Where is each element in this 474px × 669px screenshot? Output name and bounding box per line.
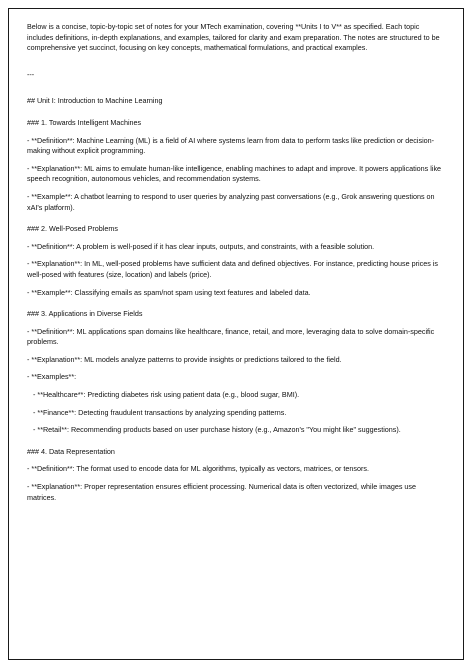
list-item: - **Examples**: xyxy=(27,372,77,382)
topic-heading: ### 1. Towards Intelligent Machines xyxy=(27,117,142,127)
intro-paragraph: Below is a concise, topic-by-topic set of notes for your MTech examination, covering **Units I to V** as specified. Each topic includes definitions, in-depth explanations, and examples, tailored for clarity and exam preparation. The notes are structured to be comprehensive yet succinct, focusing on key concepts, mathematical formulations, and practical examples. xyxy=(27,22,440,53)
list-item: - **Definition**: Machine Learning (ML) is a field of AI where systems learn from data to perform tasks like prediction or decision-making without explicit programming. xyxy=(27,135,435,156)
list-item: - **Explanation**: ML aims to emulate human-like intelligence, enabling machines to adapt and improve. It powers applications like speech recognition, autonomous vehicles, and recommendation systems. xyxy=(27,163,442,184)
list-item: - **Explanation**: Proper representation ensures efficient processing. Numerical data is often vectorized, while images use matrices. xyxy=(27,482,416,502)
sub-list-item: - **Retail**: Recommending products based on user purchase history (e.g., Amazon's "You might like" suggestions). xyxy=(33,425,401,435)
list-item: - **Definition**: The format used to encode data for ML algorithms, typically as vectors, matrices, or tensors. xyxy=(27,464,369,474)
list-item: - **Example**: Classifying emails as spam/not spam using text features and labeled data. xyxy=(27,287,311,297)
document-page xyxy=(8,8,464,660)
list-item: - **Example**: A chatbot learning to respond to user queries by analyzing past conversations (e.g., Grok answering questions on xAI's platform). xyxy=(27,191,435,212)
document-body xyxy=(27,22,447,510)
separator: --- xyxy=(27,69,35,79)
unit-heading: ## Unit I: Introduction to Machine Learning xyxy=(27,96,163,106)
topic-heading: ### 2. Well-Posed Problems xyxy=(27,224,118,234)
sub-list-item: - **Healthcare**: Predicting diabetes risk using patient data (e.g., blood sugar, BMI). xyxy=(33,390,300,400)
topic-heading: ### 4. Data Representation xyxy=(27,446,115,456)
sub-list-item: - **Finance**: Detecting fraudulent transactions by analyzing spending patterns. xyxy=(33,407,287,417)
list-item: - **Definition**: ML applications span domains like healthcare, finance, retail, and more, leveraging data to solve domain-specific problems. xyxy=(27,326,435,347)
list-item: - **Explanation**: ML models analyze patterns to provide insights or predictions tailored to the field. xyxy=(27,354,342,364)
list-item: - **Explanation**: In ML, well-posed problems have sufficient data and defined objectives. For instance, predicting house prices is well-posed with features (size, location) and labels (price). xyxy=(27,259,438,279)
list-item: - **Definition**: A problem is well-posed if it has clear inputs, outputs, and constraints, with a feasible solution. xyxy=(27,241,375,251)
topic-heading: ### 3. Applications in Diverse Fields xyxy=(27,309,143,319)
